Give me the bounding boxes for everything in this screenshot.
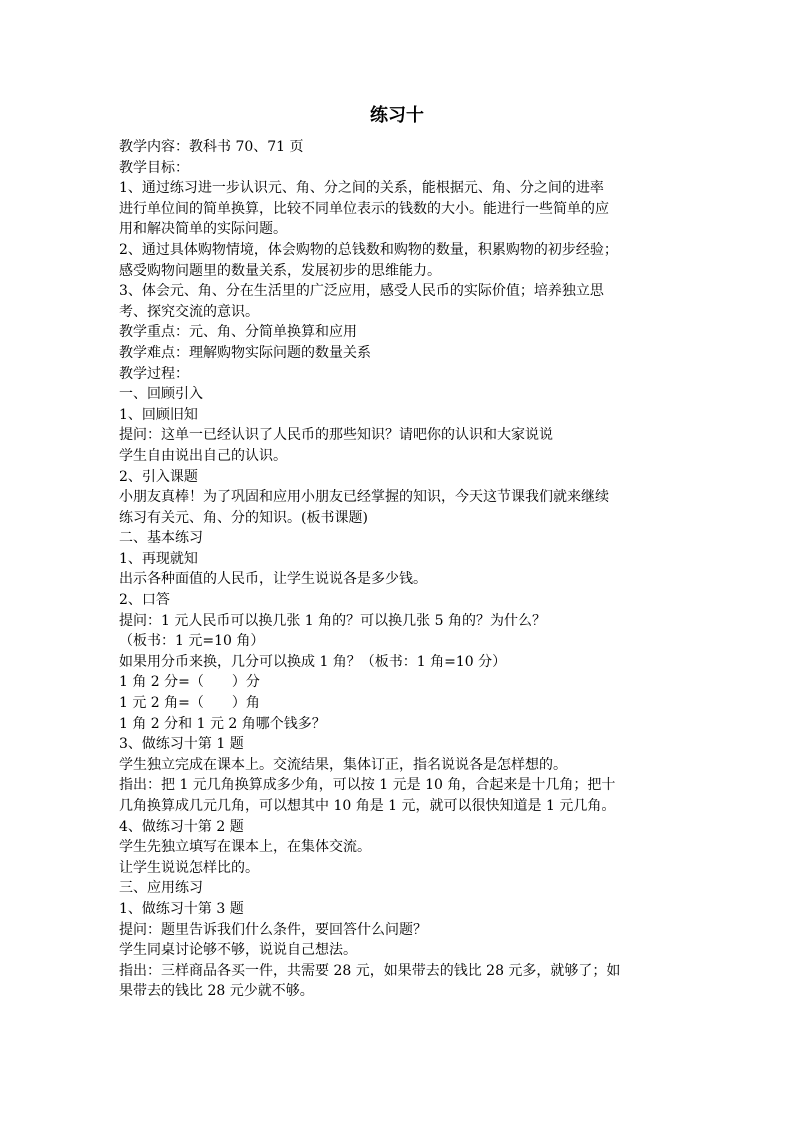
text-line: 2、通过具体购物情境，体会购物的总钱数和购物的数量，积累购物的初步经验； <box>119 241 618 258</box>
text-line: 3、体会元、角、分在生活里的广泛应用，感受人民币的实际价值；培养独立思 <box>119 283 604 300</box>
text-line: 教学目标： <box>119 159 189 176</box>
text-line: 1、再现就知 <box>119 550 198 567</box>
text-line: 让学生说说怎样比的。 <box>119 859 259 876</box>
text-line: 一、回顾引入 <box>119 386 203 403</box>
text-line: 二、基本练习 <box>119 530 203 547</box>
text-line: 如果用分币来换，几分可以换成 1 角？（板书：1 角=10 分） <box>119 653 507 670</box>
text-line: 1 元 2 角=（ ）角 <box>119 695 260 712</box>
text-line: 教学内容：教科书 70、71 页 <box>119 139 304 155</box>
text-line: 出示各种面值的人民币，让学生说说各是多少钱。 <box>119 571 427 588</box>
text-line: 果带去的钱比 28 元少就不够。 <box>119 983 314 1000</box>
text-line: 学生自由说出自己的认识。 <box>119 447 287 464</box>
text-line: 1、通过练习进一步认识元、角、分之间的关系，能根据元、角、分之间的进率 <box>119 180 604 197</box>
text-line: 2、口答 <box>119 592 170 609</box>
text-line: 进行单位间的简单换算，比较不同单位表示的钱数的大小。能进行一些简单的应 <box>119 200 609 217</box>
text-line: 1、回顾旧知 <box>119 406 198 423</box>
text-line: 2、引入课题 <box>119 468 198 485</box>
text-line: 提问：1 元人民币可以换几张 1 角的？可以换几张 5 角的？为什么？ <box>119 612 546 629</box>
text-line: 小朋友真棒！为了巩固和应用小朋友已经掌握的知识，今天这节课我们就来继续 <box>119 489 609 506</box>
text-line: 考、探究交流的意识。 <box>119 303 259 320</box>
text-line: 教学过程： <box>119 365 189 382</box>
page-title: 练习十 <box>370 105 424 126</box>
text-line: 教学重点：元、角、分简单换算和应用 <box>119 324 357 341</box>
text-line: 三、应用练习 <box>119 880 203 897</box>
text-line: 指出：把 1 元几角换算成多少角，可以按 1 元是 10 角，合起来是十几角；把十 <box>119 777 616 794</box>
text-line: （板书：1 元=10 角） <box>119 633 265 650</box>
text-line: 练习有关元、角、分的知识。(板书课题) <box>119 509 368 526</box>
text-line: 提问：题里告诉我们什么条件，要回答什么问题？ <box>119 921 427 938</box>
text-line: 几角换算成几元几角，可以想其中 10 角是 1 元，就可以很快知道是 1 元几角。 <box>119 798 616 814</box>
text-line: 1 角 2 分=（ ）分 <box>119 674 260 691</box>
document-body <box>119 137 679 1002</box>
text-line: 1 角 2 分和 1 元 2 角哪个钱多？ <box>119 715 326 732</box>
text-line: 指出：三样商品各买一件，共需要 28 元，如果带去的钱比 28 元多，就够了；如 <box>119 962 621 979</box>
text-line: 3、做练习十第 1 题 <box>119 736 244 753</box>
text-line: 感受购物问题里的数量关系，发展初步的思维能力。 <box>119 262 441 279</box>
text-line: 4、做练习十第 2 题 <box>119 818 244 835</box>
text-line: 教学难点：理解购物实际问题的数量关系 <box>119 344 371 361</box>
text-line: 学生同桌讨论够不够，说说自己想法。 <box>119 942 357 959</box>
text-line: 提问：这单一已经认识了人民币的那些知识？请吧你的认识和大家说说 <box>119 427 553 444</box>
text-line: 学生独立完成在课本上。交流结果，集体订正，指名说说各是怎样想的。 <box>119 756 567 773</box>
text-line: 1、做练习十第 3 题 <box>119 900 244 917</box>
text-line: 用和解决简单的实际问题。 <box>119 221 287 238</box>
text-line: 学生先独立填写在课本上，在集体交流。 <box>119 839 371 856</box>
